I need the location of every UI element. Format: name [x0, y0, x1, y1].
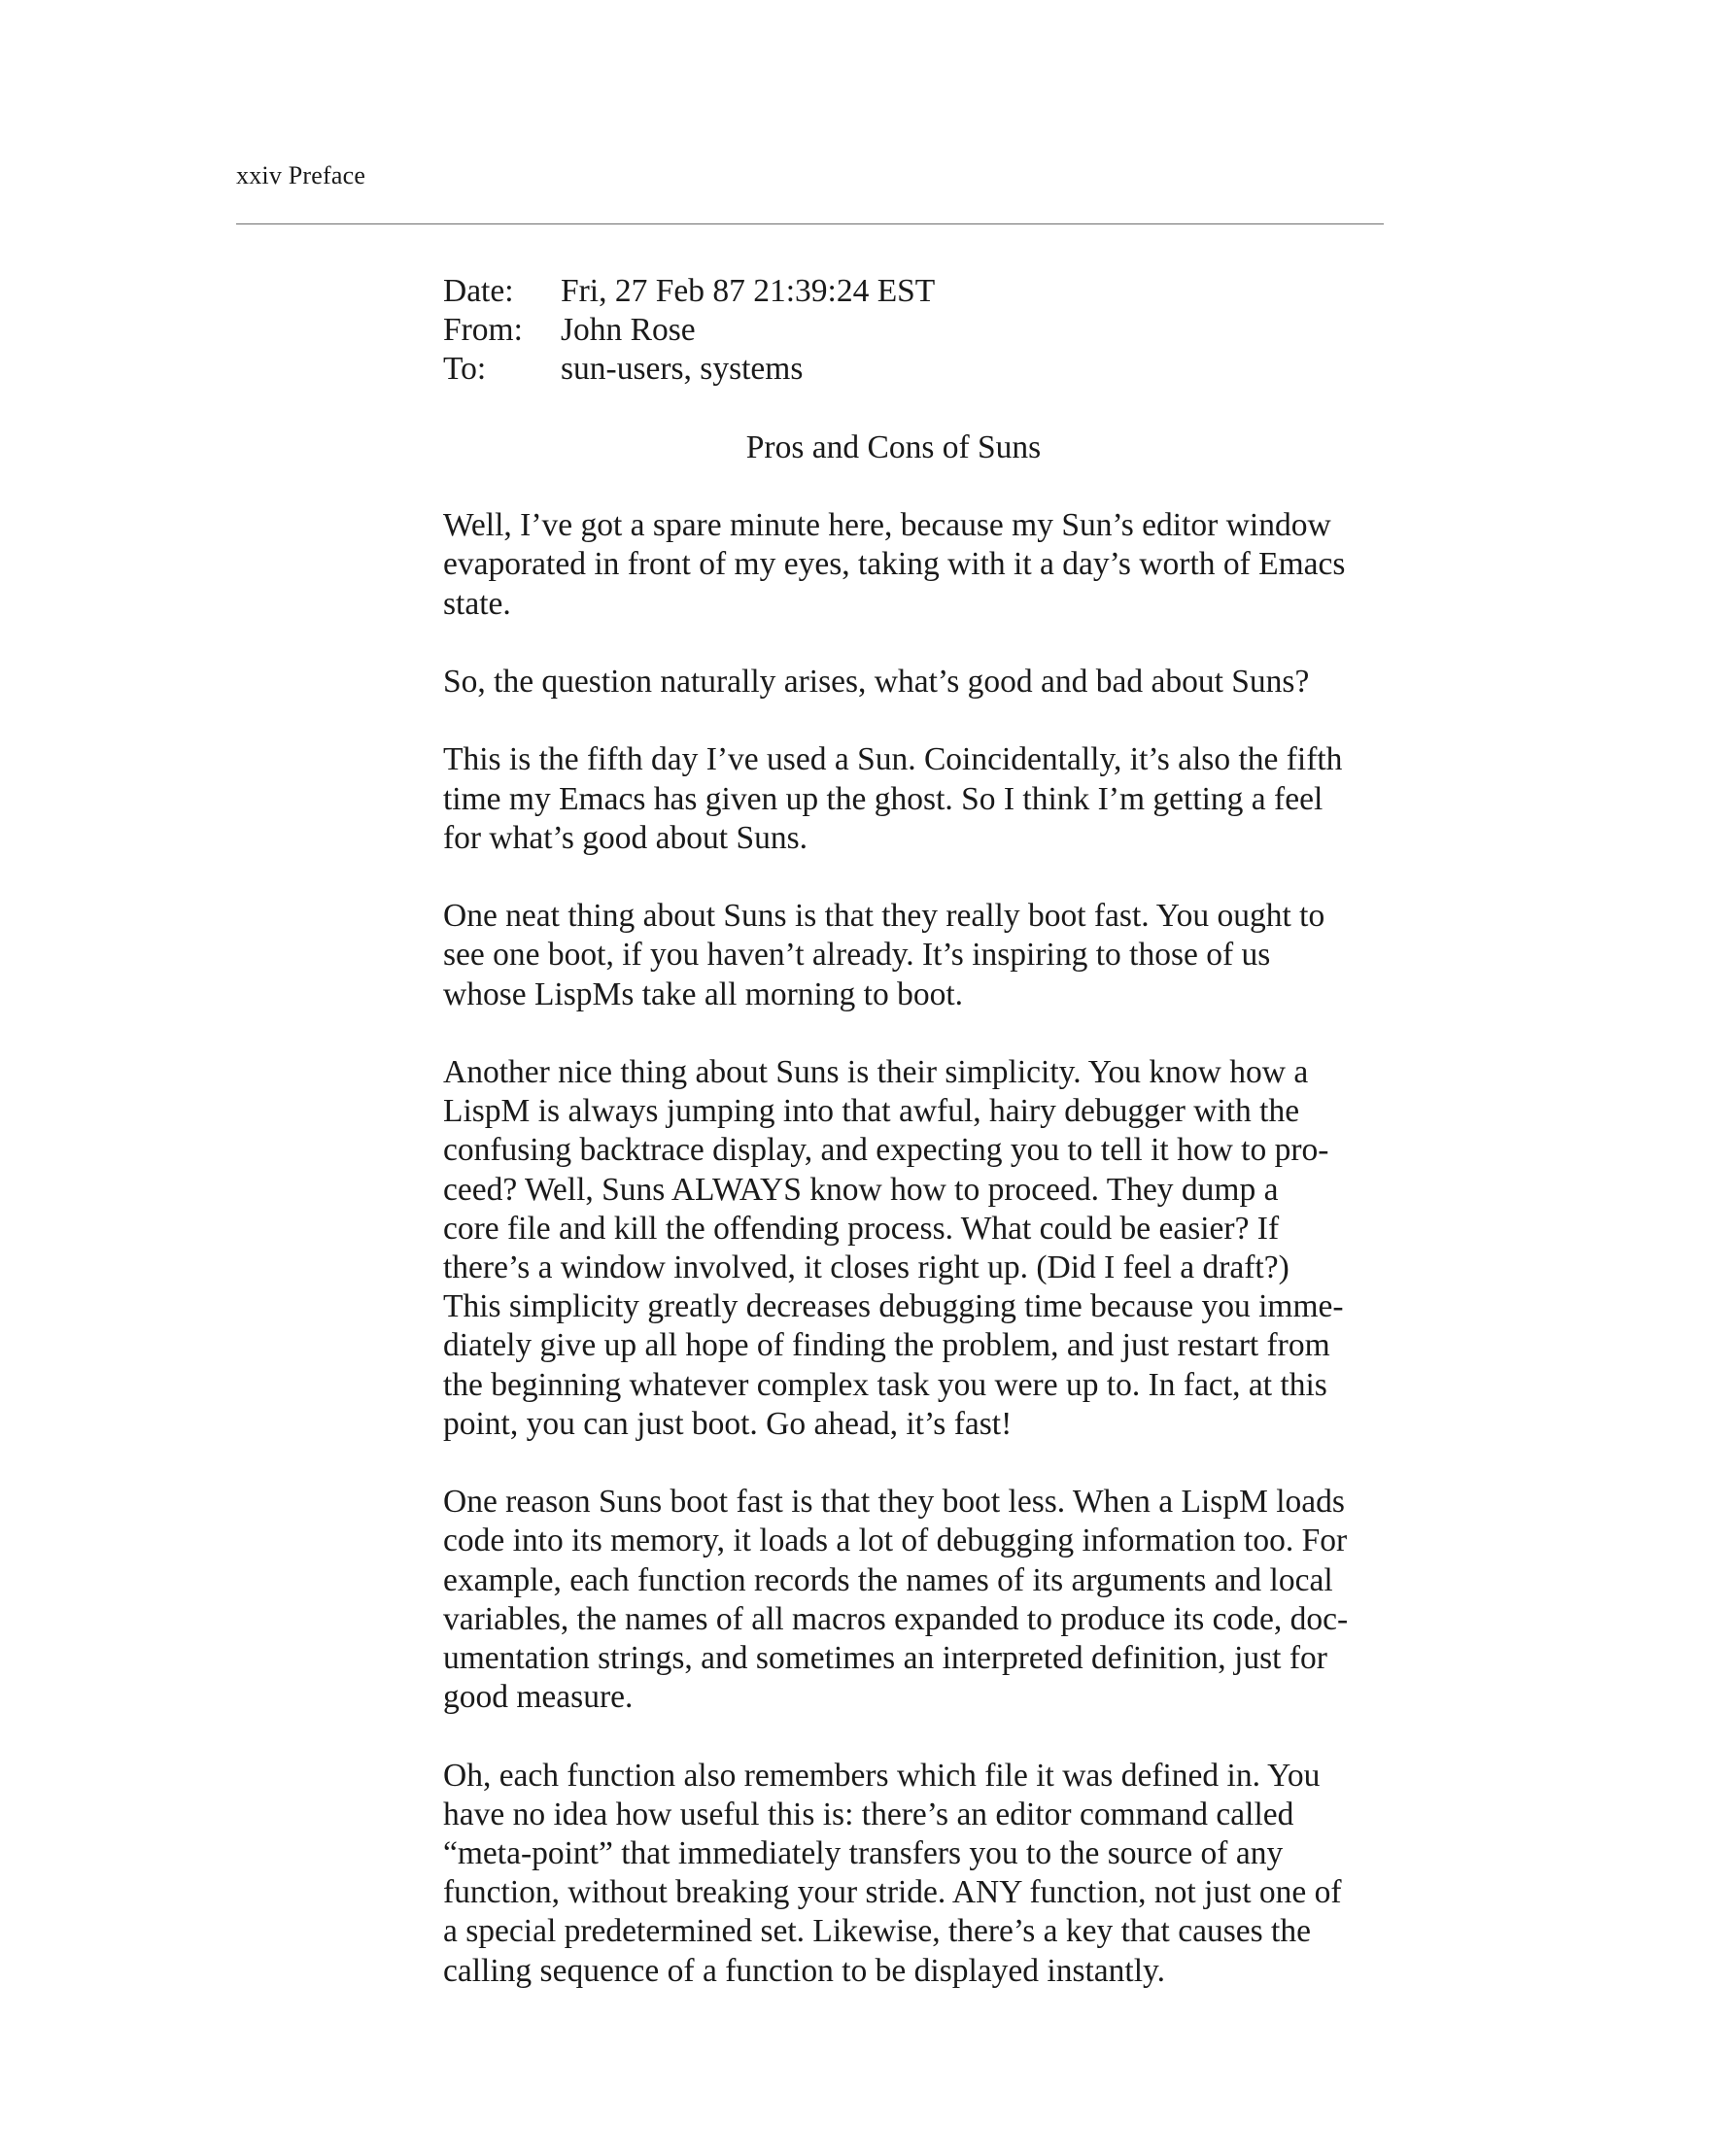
body-line: a special predetermined set. Likewise, there’s a key that causes the [443, 1913, 1311, 1950]
email-message [443, 272, 1357, 1991]
email-header-key: Date: [443, 273, 514, 309]
body-line: “meta-point” that immediately transfers you to the source of any [443, 1835, 1284, 1871]
body-line: for what’s good about Suns. [443, 819, 808, 856]
body-line: One reason Suns boot fast is that they boot less. When a LispM loads [443, 1484, 1345, 1521]
body-line: diately give up all hope of finding the problem, and just restart from [443, 1327, 1330, 1364]
email-headers [443, 272, 1357, 390]
body-paragraph [443, 663, 1344, 702]
body-line: umentation strings, and sometimes an interpreted definition, just for [443, 1640, 1327, 1676]
email-header-value: Fri, 27 Feb 87 21:39:24 EST [561, 273, 936, 309]
body-paragraph [443, 740, 1344, 858]
body-paragraph [443, 1483, 1349, 1717]
email-header-to [443, 350, 1357, 389]
running-head: xxiv Preface [236, 161, 366, 189]
body-line: variables, the names of all macros expanded to produce its code, doc- [443, 1600, 1349, 1637]
body-line: have no idea how useful this is: there’s an editor command called [443, 1796, 1294, 1832]
body-line: there’s a window involved, it closes right up. (Did I feel a draft?) [443, 1249, 1289, 1285]
email-header-value: John Rose [561, 312, 696, 349]
body-line: Another nice thing about Suns is their simplicity. You know how a [443, 1053, 1309, 1090]
email-header-from [443, 311, 1357, 350]
body-paragraph [443, 1053, 1344, 1444]
body-line: whose LispMs take all morning to boot. [443, 975, 964, 1012]
body-line: LispM is always jumping into that awful, hairy debugger with the [443, 1093, 1300, 1130]
body-line: ceed? Well, Suns ALWAYS know how to proceed. They dump a [443, 1171, 1279, 1208]
body-line: Well, I’ve got a spare minute here, because my Sun’s editor window [443, 507, 1331, 544]
body-line: calling sequence of a function to be displayed instantly. [443, 1952, 1165, 1989]
body-paragraph [443, 506, 1344, 624]
body-line: function, without breaking your stride. ANY function, not just one of [443, 1874, 1342, 1911]
email-header-value: sun-users, systems [561, 351, 804, 388]
email-header-key: To: [443, 351, 487, 388]
body-line: So, the question naturally arises, what’s good and bad about Suns? [443, 663, 1310, 700]
body-line: confusing backtrace display, and expecting you to tell it how to pro- [443, 1132, 1329, 1169]
body-paragraph [443, 1757, 1344, 1991]
body-line: code into its memory, it loads a lot of debugging information too. For [443, 1523, 1348, 1559]
body-line: time my Emacs has given up the ghost. So I think I’m getting a feel [443, 780, 1324, 817]
body-line: point, you can just boot. Go ahead, it’s fast! [443, 1405, 1013, 1442]
body-line: Oh, each function also remembers which file it was defined in. You [443, 1757, 1321, 1794]
email-body [443, 506, 1357, 1991]
body-line: evaporated in front of my eyes, taking with it a day’s worth of Emacs [443, 546, 1346, 583]
body-line: core file and kill the offending process. What could be easier? If [443, 1210, 1280, 1247]
email-header-key: From: [443, 312, 523, 349]
body-line: state. [443, 585, 511, 622]
body-line: the beginning whatever complex task you were up to. In fact, at this [443, 1366, 1327, 1403]
body-line: example, each function records the names of its arguments and local [443, 1561, 1333, 1598]
body-line: One neat thing about Suns is that they really boot fast. You ought to [443, 898, 1325, 935]
body-paragraph [443, 897, 1344, 1014]
body-line: This simplicity greatly decreases debugging time because you imme- [443, 1288, 1344, 1325]
body-line: This is the fifth day I’ve used a Sun. Coincidentally, it’s also the fifth [443, 741, 1343, 778]
email-header-date [443, 272, 1357, 311]
header-rule [236, 223, 1384, 224]
body-line: see one boot, if you haven’t already. It’s inspiring to those of us [443, 937, 1271, 974]
email-subject: Pros and Cons of Suns [745, 428, 1042, 465]
body-line: good measure. [443, 1679, 634, 1716]
